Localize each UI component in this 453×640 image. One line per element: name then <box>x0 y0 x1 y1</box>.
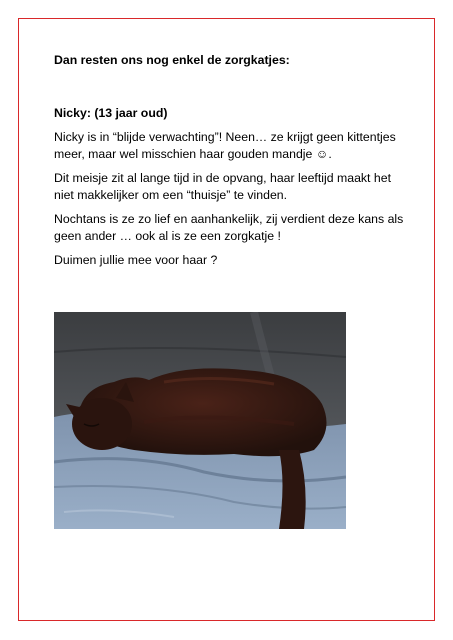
cat-photo <box>54 312 346 529</box>
document-body <box>54 52 404 269</box>
cat-name-heading: Nicky: (13 jaar oud) <box>54 106 168 120</box>
paragraph-2: Dit meisje zit al lange tijd in de opvang, haar leeftijd maakt het niet makkelijker om een “thuisje” te vinden. <box>54 171 391 202</box>
paragraph-4: Duimen jullie mee voor haar ? <box>54 253 218 267</box>
paragraph-1: Nicky is in “blijde verwachting”! Neen… ze krijgt geen kittentjes meer, maar wel misschien haar gouden mandje ☺. <box>54 130 396 161</box>
page-heading: Dan resten ons nog enkel de zorgkatjes: <box>54 53 290 67</box>
paragraph-3: Nochtans is ze zo lief en aanhankelijk, zij verdient deze kans als geen ander … ook al is ze een zorgkatje ! <box>54 212 404 243</box>
